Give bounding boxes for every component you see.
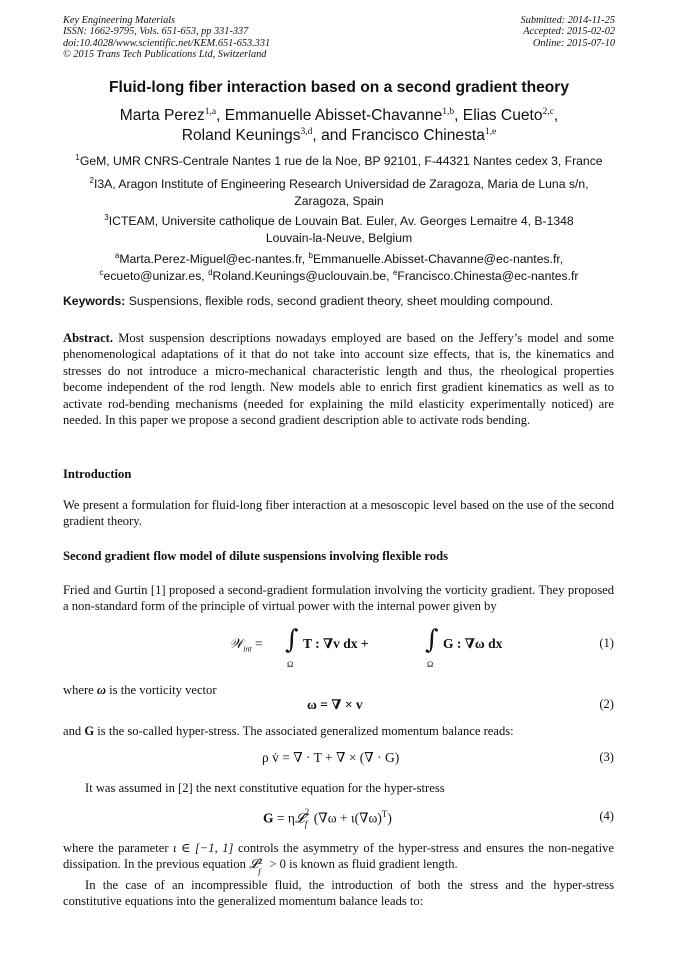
- journal-copyright: © 2015 Trans Tech Publications Ltd, Switzerland: [63, 49, 267, 61]
- eq-symbol: ω: [96, 683, 107, 697]
- keywords-text: Suspensions, flexible rods, second gradient theory, sheet moulding compound.: [125, 294, 554, 308]
- equation-number: (2): [599, 697, 614, 711]
- integral-symbol: ∫: [285, 625, 299, 655]
- author-name: Roland Keunings: [181, 127, 301, 144]
- affiliation-text: Zaragoza, Spain: [294, 193, 384, 208]
- email-link[interactable]: ecueto@unizar.es,: [103, 268, 209, 283]
- author-name: , Emmanuelle Abisset-Chavanne: [216, 107, 443, 124]
- eq-symbol: G: [263, 810, 274, 826]
- eq-operator: > 0: [266, 857, 286, 872]
- affiliation-3: [40, 213, 638, 247]
- equation-1: [63, 625, 614, 670]
- text-run: where the parameter: [63, 841, 174, 855]
- eq-symbol: 𝓛: [249, 856, 259, 872]
- eq-operator: =: [251, 636, 263, 651]
- affiliation-sup: 3: [104, 213, 109, 222]
- text-run: is known as fluid gradient length.: [285, 857, 458, 872]
- introduction-text: We present a formulation for fluid-long fiber interaction at a mesoscopic level based on the use of the second gradient theory.: [63, 498, 614, 529]
- email-link[interactable]: Francisco.Chinesta@ec-nantes.fr: [397, 268, 579, 283]
- email-sup: d: [208, 267, 213, 277]
- journal-issn: ISSN: 1662-9795, Vols. 651-653, pp 331-337: [63, 26, 249, 38]
- paragraph-parameter: [63, 840, 615, 877]
- submitted-date: Submitted: 2014-11-25: [520, 15, 615, 26]
- section-heading-introduction: Introduction: [63, 467, 132, 481]
- integral-symbol: ∫: [425, 625, 439, 655]
- journal-header-left: [63, 15, 270, 61]
- eq-subscript: f: [258, 866, 261, 877]
- journal-doi: doi:10.4028/www.scientific.net/KEM.651-653.331: [63, 37, 271, 49]
- journal-header-right: [521, 15, 615, 49]
- affiliation-text: I3A, Aragon Institute of Engineering Research Universidad de Zaragoza, Maria de Luna s/n,: [93, 177, 589, 191]
- email-link[interactable]: Roland.Keunings@uclouvain.be,: [212, 268, 393, 283]
- paragraph-fried-gurtin: Fried and Gurtin [1] proposed a second-gradient formulation involving the vorticity gradient. They proposed a non-standard form of the principle of virtual power with the internal power given by: [63, 583, 614, 614]
- author-name: , Elias Cueto: [454, 107, 543, 124]
- abstract-text: Most suspension descriptions nowadays employed are based on the Jeffery’s model and some phenomenological adaptations of it that do not take into account size effects, that is, the kinematics and stresses do not introduce a micro-mechanical characteristic length and thus, the rheological properties become independent of the rod length. New models able to enrich first gradient kinematics as well as to activate rod-bending mechanisms (needed for explaining the mild elasticity experimentally noticed) are needed. In this paper we propose a second gradient description able to activate rods bending.: [63, 331, 614, 428]
- eq-term: T : ∇v dx +: [303, 636, 369, 651]
- eq-term: ι ∈ [−1, 1]: [173, 841, 234, 855]
- eq-symbol: 𝓛: [294, 810, 305, 827]
- affiliation-sup: 1: [75, 153, 80, 162]
- email-sup: a: [114, 251, 120, 260]
- email-sup: c: [99, 267, 104, 277]
- online-date: Online: 2015-07-10: [532, 37, 615, 49]
- author-affil-sup: 1,a: [204, 107, 217, 117]
- equation-4: [63, 809, 614, 831]
- accepted-date: Accepted: 2015-02-02: [523, 26, 615, 38]
- author-affil-sup: 1,e: [484, 127, 497, 137]
- text-run: controls the asymmetry of the hyper-stress and ensures the non-negative dissipation. In the previous equation: [63, 841, 615, 872]
- author-line-2: [0, 126, 678, 146]
- author-line-1: [0, 106, 678, 126]
- author-name: Marta Perez: [119, 107, 205, 124]
- abstract-label: Abstract.: [63, 331, 114, 345]
- email-link[interactable]: Emmanuelle.Abisset-Chavanne@ec-nantes.fr,: [312, 252, 564, 266]
- email-sup: b: [308, 251, 313, 260]
- affiliation-text: Louvain-la-Neuve, Belgium: [265, 230, 413, 245]
- affiliation-1: [40, 153, 638, 170]
- equation-3: [63, 750, 614, 768]
- equation-2: [63, 697, 614, 715]
- journal-name: Key Engineering Materials: [63, 15, 176, 26]
- eq-operator: = η: [273, 810, 295, 826]
- equation-number: (1): [599, 636, 614, 650]
- email-sup: e: [392, 267, 398, 277]
- paper-title: Fluid-long fiber interaction based on a second gradient theory: [108, 79, 570, 96]
- paragraph-constitutive: It was assumed in [2] the next constitutive equation for the hyper-stress: [85, 781, 445, 795]
- eq-superscript: T: [381, 809, 388, 819]
- eq-term: ): [387, 810, 392, 826]
- text-run: and: [63, 724, 85, 738]
- text-run: is the so-called hyper-stress. The associated generalized momentum balance reads:: [94, 724, 514, 738]
- abstract: [63, 330, 614, 428]
- text-run: where: [63, 683, 97, 697]
- author-affil-sup: 1,b: [442, 107, 455, 117]
- eq-symbol: G: [84, 724, 95, 738]
- eq-subscript: Ω: [427, 659, 434, 669]
- section-heading-second-gradient: Second gradient flow model of dilute suspensions involving flexible rods: [63, 549, 448, 563]
- affiliation-2: [40, 176, 638, 210]
- author-affil-sup: 2,c: [542, 107, 554, 117]
- author-affil-sup: 3,d: [300, 127, 313, 137]
- affiliation-text: ICTEAM, Universite catholique de Louvain Bat. Euler, Av. Georges Lemaitre 4, B-1348: [108, 214, 574, 228]
- equation-number: (3): [599, 750, 614, 764]
- paragraph-incompressible: In the case of an incompressible fluid, the introduction of both the stress and the hyper-stress constitutive equations into the generalized momentum balance leads to:: [63, 878, 614, 909]
- eq-superscript: 2: [258, 856, 263, 867]
- author-emails: [40, 251, 638, 285]
- eq-term: G : ∇ω dx: [443, 636, 503, 651]
- author-name: , and Francisco Chinesta: [312, 127, 485, 144]
- affiliation-text: GeM, UMR CNRS-Centrale Nantes 1 rue de la Noe, BP 92101, F-44321 Nantes cedex 3, France: [79, 154, 603, 168]
- author-separator: ,: [553, 107, 559, 124]
- email-link[interactable]: Marta.Perez-Miguel@ec-nantes.fr,: [119, 252, 309, 266]
- keywords-label: Keywords:: [63, 294, 126, 308]
- keywords: [63, 293, 623, 309]
- text-run: is the vorticity vector: [106, 683, 217, 697]
- author-list: [0, 106, 678, 146]
- eq-subscript: f: [304, 819, 308, 829]
- eq-term: ω = ∇ × v: [307, 697, 363, 712]
- eq-term: ρ v̇ = ∇ · T + ∇ × (∇ · G): [262, 750, 400, 765]
- eq-superscript: 2: [304, 807, 310, 817]
- paragraph-hyper-stress: [63, 723, 614, 739]
- eq-term: (∇ω + ι(∇ω): [313, 810, 382, 826]
- eq-subscript: Ω: [287, 659, 294, 669]
- equation-number: (4): [599, 809, 614, 823]
- paragraph-where-omega: [63, 682, 614, 698]
- eq-subscript: int: [243, 644, 252, 654]
- affiliation-sup: 2: [89, 176, 94, 185]
- eq-symbol: 𝒲: [229, 636, 244, 652]
